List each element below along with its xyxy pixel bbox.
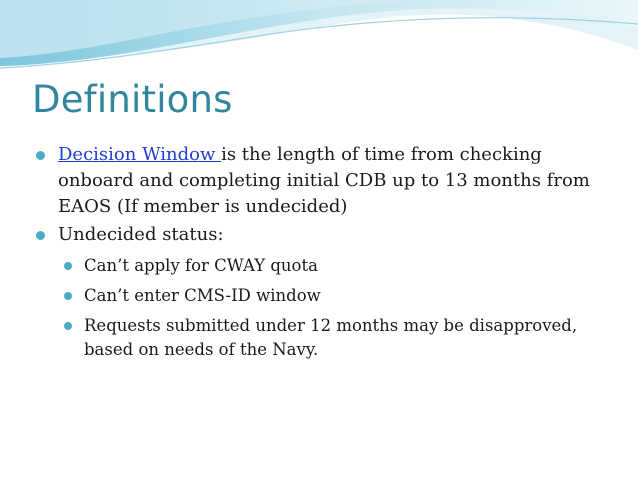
bullet-dot-icon xyxy=(36,151,45,160)
subbullet-requests-12-months xyxy=(24,314,614,362)
subbullet-text: Can’t enter CMS-ID window xyxy=(84,286,321,305)
decision-window-definition: is the length of time from checking onboard and completing initial CDB up to 13 months from EAOS (If member is undecided) xyxy=(58,144,590,217)
subbullet-text: Can’t apply for CWAY quota xyxy=(84,256,318,275)
bullet-list xyxy=(24,142,614,362)
subbullet-cway-quota xyxy=(24,254,614,278)
subbullet-text: Requests submitted under 12 months may be disapproved, based on needs of the Navy. xyxy=(84,316,578,359)
bullet-undecided-status xyxy=(24,222,614,248)
bullet-decision-window xyxy=(24,142,614,220)
slide-title: Definitions xyxy=(32,78,233,121)
subbullet-cms-id-window xyxy=(24,284,614,308)
bullet-dot-icon xyxy=(64,262,72,270)
undecided-status-label: Undecided status: xyxy=(58,224,224,245)
bullet-dot-icon xyxy=(64,322,72,330)
bullet-dot-icon xyxy=(64,292,72,300)
bullet-dot-icon xyxy=(36,231,45,240)
decision-window-link[interactable]: Decision Window xyxy=(58,144,222,165)
